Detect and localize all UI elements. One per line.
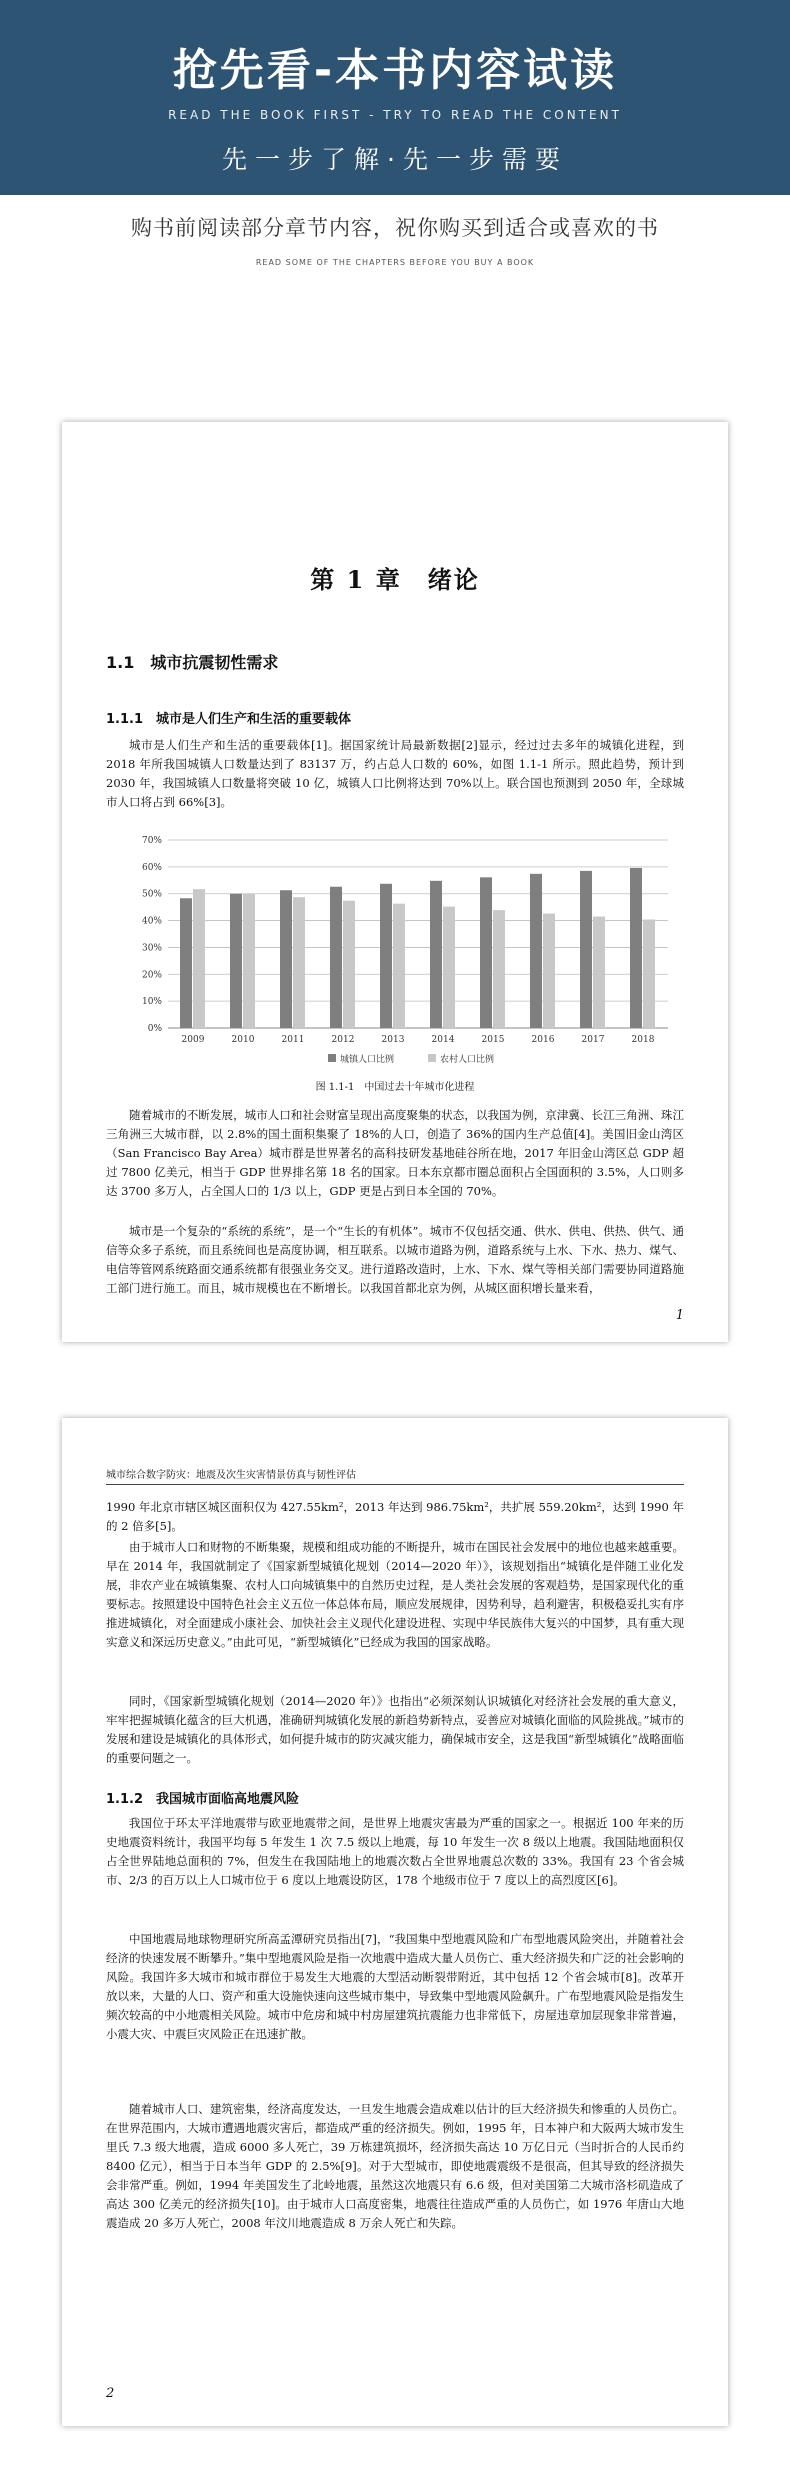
bar-urban <box>580 871 592 1028</box>
chart-legend <box>328 1053 494 1065</box>
page-number: 1 <box>675 1308 684 1323</box>
paragraph: 随着城市的不断发展，城市人口和社会财富呈现出高度聚集的状态，以我国为例，京津冀、长江三角洲、珠江三角洲三大城市群，以 2.8%的国土面积集聚了 18%的人口，创造了 36%的国内生产总值[4]。美国旧金山湾区（San Francisco Bay Area）城市群是世界著名的高科技研发基地硅谷所在地，2017 年旧金山湾区总 GDP 超过 7800 亿美元，相当于 GDP 世界排名第 18 名的国家。日本东京都市圈总面积占全国面积的 3.5%，人口则多达 3700 多万人，占全国人口的 1/3 以上，GDP 更是占到日本全国的 70%。 <box>106 1108 684 1198</box>
y-tick-label: 40% <box>141 916 162 927</box>
bar-rural <box>443 907 455 1028</box>
y-tick-label: 70% <box>141 836 162 846</box>
urbanization-chart <box>128 832 688 1072</box>
y-tick-label: 10% <box>141 997 162 1008</box>
bar-urban <box>530 874 542 1028</box>
paragraph: 由于城市人口和财物的不断集聚，规模和组成功能的不断提升，城市在国民社会发展中的地位也越来越重要。早在 2014 年，我国就制定了《国家新型城镇化规划（2014—2020 年）》，该规划指出“城镇化是伴随工业化发展，非农产业在城镇集聚、农村人口向城镇集中的自然历史过程，是人类社会发展的客观趋势，是国家现代化的重要标志。按照建设中国特色社会主义五位一体总体布局，顺应发展规律，因势利导，趋利避害，积极稳妥扎实有序推进城镇化，对全面建成小康社会、加快社会主义现代化建设进程、实现中华民族伟大复兴的中国梦，具有重大现实意义和深远历史意义。”由此可见，“新型城镇化”已经成为我国的国家战略。 <box>106 1540 684 1649</box>
banner-title: 抢先看-本书内容试读 <box>172 45 618 96</box>
bar-rural <box>643 919 655 1028</box>
bar-rural <box>393 904 405 1028</box>
header-banner <box>0 0 790 195</box>
section-heading: 1.1 城市抗震韧性需求 <box>106 653 279 672</box>
bar-rural <box>243 894 255 1028</box>
chapter-title: 第 1 章 绪论 <box>310 565 480 594</box>
x-tick-label: 2012 <box>331 1035 355 1045</box>
paragraph: 1990 年北京市辖区城区面积仅为 427.55km²，2013 年达到 986.75km²，共扩展 559.20km²，达到 1990 年的 2 倍多[5]。 <box>106 1500 684 1533</box>
x-tick-label: 2010 <box>231 1035 255 1045</box>
chart-y-ticks <box>142 836 162 1034</box>
x-tick-label: 2013 <box>381 1035 405 1045</box>
bar-urban <box>430 881 442 1028</box>
figure-caption: 图 1.1-1 中国过去十年城市化进程 <box>315 1082 475 1093</box>
bar-urban <box>330 887 342 1028</box>
y-tick-label: 50% <box>141 889 162 900</box>
book-page-2 <box>62 1418 728 2426</box>
paragraph: 我国位于环太平洋地震带与欧亚地震带之间，是世界上地震灾害最为严重的国家之一。根据近 100 年来的历史地震资料统计，我国平均每 5 年发生 1 次 7.5 级以上地震，每 10 年发生一次 8 级以上地震。我国陆地面积仅占全世界陆地总面积的 7%，但发生在我国陆地上的地震次数占全世界地震总次数的 33%。我国有 23 个省会城市、2/3 的百万以上人口城市位于 6 度以上地震设防区，178 个地级市位于 7 度以上的高烈度区[6]。 <box>106 1816 684 1887</box>
legend-label: 城镇人口比例 <box>340 1055 395 1065</box>
book-page-1 <box>62 422 728 1342</box>
header-rule <box>106 1484 684 1485</box>
bar-urban <box>230 894 242 1028</box>
banner-subtitle: READ THE BOOK FIRST - TRY TO READ THE CONTENT <box>168 108 622 122</box>
intro-text: 购书前阅读部分章节内容，祝你购买到适合或喜欢的书 <box>131 216 659 240</box>
x-tick-label: 2017 <box>581 1035 605 1045</box>
legend-swatch <box>428 1054 436 1062</box>
paragraph: 中国地震局地球物理研究所高孟潭研究员指出[7]，“我国集中型地震风险和广布型地震风险突出，并随着社会经济的快速发展不断攀升。”集中型地震风险是指一次地震中造成大量人员伤亡、重大经济损失和广泛的社会影响的风险。我国许多大城市和城市群位于易发生大地震的大型活动断裂带附近，其中包括 12 个省会城市[8]。改革开放以来，大量的人口、资产和重大设施快速向这些城市集中，导致集中型地震风险飙升。广布型地震风险是指发生频次较高的中小地震相关风险。城市中危房和城中村房屋建筑抗震能力也非常低下，房屋违章加层现象非常普遍，小震大灾、中震巨灾风险正在迅速扩散。 <box>106 1932 684 2041</box>
running-head: 城市综合数字防灾：地震及次生灾害情景仿真与韧性评估 <box>106 1470 356 1481</box>
bar-rural <box>493 910 505 1028</box>
y-tick-label: 20% <box>141 970 162 981</box>
bar-rural <box>343 901 355 1028</box>
chart-bars <box>180 868 655 1028</box>
bar-rural <box>193 889 205 1028</box>
intro-block <box>0 212 790 267</box>
legend-swatch <box>328 1054 336 1062</box>
bar-rural <box>543 914 555 1028</box>
x-tick-label: 2011 <box>281 1035 305 1045</box>
y-tick-label: 30% <box>141 943 162 954</box>
subsection-heading: 1.1.2 我国城市面临高地震风险 <box>106 1792 300 1807</box>
x-tick-label: 2018 <box>631 1035 655 1045</box>
x-tick-label: 2016 <box>531 1035 555 1045</box>
paragraph: 同时，《国家新型城镇化规划（2014—2020 年）》也指出“必须深刻认识城镇化对经济社会发展的重大意义，牢牢把握城镇化蕴含的巨大机遇，准确研判城镇化发展的新趋势新特点，妥善应对城镇化面临的风险挑战。”城市的发展和建设是城镇化的具体形式，如何提升城市的防灾减灾能力，确保城市安全，这是我国“新型城镇化”战略面临的重要问题之一。 <box>106 1694 684 1765</box>
subsection-heading: 1.1.1 城市是人们生产和生活的重要载体 <box>106 712 352 727</box>
paragraph: 城市是人们生产和生活的重要载体[1]。据国家统计局最新数据[2]显示，经过过去多年的城镇化进程，到 2018 年所我国城镇人口数量达到了 83137 万，约占总人口数的 60%，如图 1.1-1 所示。照此趋势，预计到 2030 年，我国城镇人口数量将突破 10 亿，城镇人口比例将达到 70%以上。联合国也预测到 2050 年，全球城市人口将占到 66%[3]。 <box>106 738 684 809</box>
bar-urban <box>180 898 192 1028</box>
y-tick-label: 60% <box>141 862 162 873</box>
y-tick-label: 0% <box>147 1024 162 1034</box>
bar-urban <box>630 868 642 1028</box>
banner-slogan: 先一步了解·先一步需要 <box>222 145 568 174</box>
bar-rural <box>593 917 605 1028</box>
x-tick-label: 2014 <box>431 1035 455 1045</box>
bar-urban <box>480 877 492 1028</box>
paragraph: 随着城市人口、建筑密集，经济高度发达，一旦发生地震会造成难以估计的巨大经济损失和惨重的人员伤亡。在世界范围内，大城市遭遇地震灾害后，都造成严重的经济损失。例如，1995 年，日本神户和大阪两大城市发生里氏 7.3 级大地震，造成 6000 多人死亡，39 万栋建筑损坏，经济损失高达 10 万亿日元（当时折合的人民币约 8400 亿元），相当于日本当年 GDP 的 2.5%[9]。对于大型城市，即使地震震级不是很高，但其导致的经济损失会非常严重。例如，1994 年美国发生了北岭地震，虽然这次地震只有 6.6 级，但对美国第二大城市洛杉矶造成了高达 300 亿美元的经济损失[10]。由于城市人口高度密集，地震往往造成严重的人员伤亡，如 1976 年唐山大地震造成 20 多万人死亡，2008 年汶川地震造成 8 万余人死亡和失踪。 <box>106 2102 684 2230</box>
page-number: 2 <box>106 2386 115 2401</box>
chart-x-ticks <box>182 1035 655 1045</box>
bar-urban <box>280 890 292 1028</box>
intro-text-en: READ SOME OF THE CHAPTERS BEFORE YOU BUY A BOOK <box>255 258 535 267</box>
paragraph: 城市是一个复杂的“系统的系统”，是一个“生长的有机体”。城市不仅包括交通、供水、供电、供热、供气、通信等众多子系统，而且系统间也是高度协调，相互联系。以城市道路为例，道路系统与上水、下水、热力、煤气、电信等管网系统路面交通系统都有很强业务交叉。进行道路改造时，上水、下水、煤气等相关部门需要协同道路施工部门进行施工。而且，城市规模也在不断增长。以我国首都北京为例，从城区面积增长量来看， <box>106 1224 684 1295</box>
bar-rural <box>293 897 305 1028</box>
bar-urban <box>380 884 392 1028</box>
legend-label: 农村人口比例 <box>440 1055 495 1065</box>
x-tick-label: 2009 <box>181 1035 205 1045</box>
x-tick-label: 2015 <box>481 1035 505 1045</box>
